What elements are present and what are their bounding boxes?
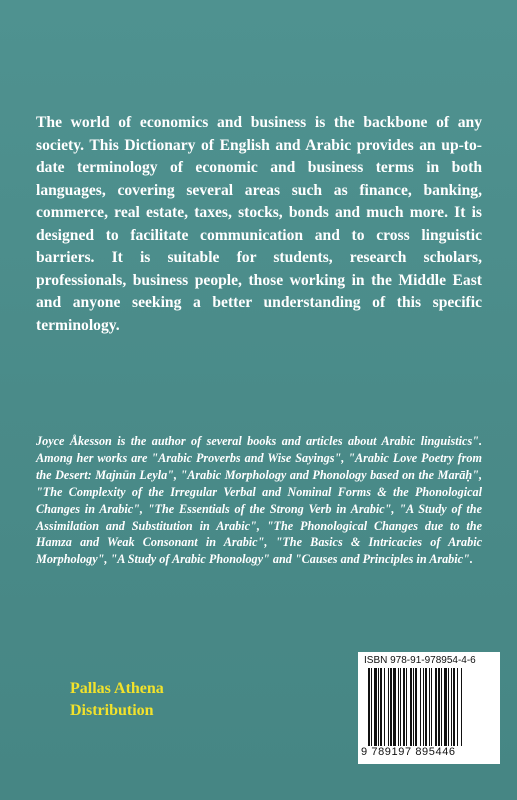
barcode-bar	[438, 668, 440, 746]
publisher-name	[70, 678, 164, 722]
barcode-bar	[378, 668, 379, 746]
barcode-bar	[431, 668, 432, 746]
isbn-label: ISBN 978-91-978954-4-6	[364, 655, 476, 666]
author-bio: Joyce Åkesson is the author of several books and articles about Arabic linguistics". Among her works are "Arabic Proverbs and Wise Sayings", "Arabic Love Poetry from the Desert: Majnūn Leyla", "Arabic Morphology and Phonology based on the Marāḥ", "The Complexity of the Irregular Verbal and Nominal Forms & the Phonological Changes in Arabic", "The Essentials of the Strong Verb in Arabic", "A Study of the Assimilation and Substitution in Arabic", "The Phonological Changes due to the Hamza and Weak Consonant in Arabic", "The Basics & Intricacies of Arabic Morphology", "A Study of Arabic Phonology" and "Causes and Principles in Arabic".	[36, 434, 482, 567]
barcode-bar	[457, 668, 458, 746]
barcode-bar	[415, 668, 417, 746]
barcode-bar	[406, 668, 407, 746]
barcode-bar	[444, 668, 447, 746]
barcode-bar	[368, 668, 370, 746]
barcode-digits: 9 789197 895446	[361, 746, 456, 758]
barcode-bar	[380, 668, 382, 746]
barcode-bar	[453, 668, 455, 746]
barcode-bar	[384, 668, 385, 746]
barcode-bar	[393, 668, 396, 746]
barcode-bar	[420, 668, 421, 746]
barcode-bar	[425, 668, 427, 746]
barcode-bar	[371, 668, 372, 746]
barcode-bar	[451, 668, 452, 746]
book-description: The world of economics and business is the backbone of any society. This Dictionary of English and Arabic provides an up-to-date terminology of economic and business terms in both languages, covering several areas such as finance, banking, commerce, real estate, taxes, stocks, bonds and much more. It is designed to facilitate communication and to cross linguistic barriers. It is suitable for students, research scholars, professionals, business people, those working in the Middle East and anyone seeking a better understanding of this specific terminology.	[36, 114, 482, 334]
barcode-bar	[410, 668, 412, 746]
publisher-line-1: Pallas Athena	[70, 680, 164, 697]
barcode-bar	[400, 668, 401, 746]
barcode-bar	[441, 668, 442, 746]
barcode-bar	[423, 668, 424, 746]
publisher-line-2: Distribution	[70, 702, 154, 719]
barcode-bar	[374, 668, 377, 746]
barcode-bar	[413, 668, 414, 746]
barcode-icon	[368, 668, 490, 746]
barcode-bar	[390, 668, 392, 746]
barcode-bar	[429, 668, 430, 746]
barcode-bar	[448, 668, 449, 746]
barcode-bar	[403, 668, 405, 746]
isbn-barcode-box	[358, 652, 500, 764]
barcode-bar	[388, 668, 389, 746]
barcode-bar	[461, 668, 462, 746]
barcode-bar	[435, 668, 437, 746]
barcode-bar	[398, 668, 399, 746]
